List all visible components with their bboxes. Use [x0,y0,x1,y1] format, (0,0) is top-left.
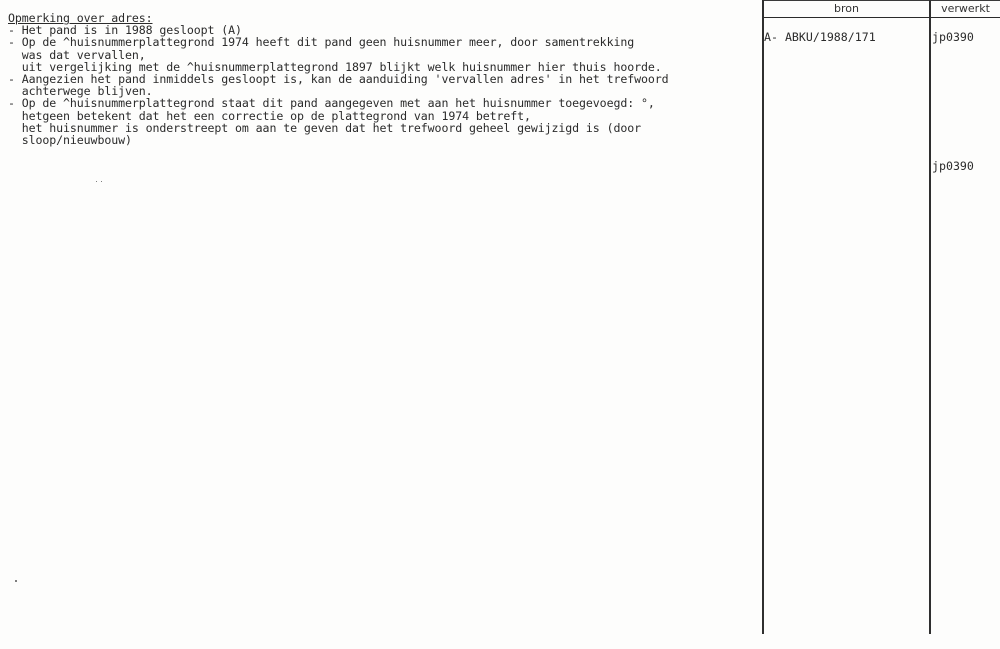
paper-speck [101,181,102,182]
remark-line: uit vergelijking met de ^huisnummerplattegrond 1897 blijkt welk huisnummer hier thuis hoorde. [8,59,662,74]
verwerkt-entry: jp0390 [932,159,974,173]
remark-line: sloop/nieuwbouw) [8,133,132,148]
verwerkt-entry: jp0390 [932,30,974,44]
address-remarks [8,12,748,146]
remark-line: achterwege blijven. [8,84,153,99]
paper-speck [15,580,17,582]
paper-speck [96,181,97,182]
header-bottom-rule [763,17,1000,18]
remark-line: - Aangezien het pand inmiddels gesloopt is, kan de aanduiding 'vervallen adres' in het trefwoord [8,72,669,87]
remark-line: hetgeen betekent dat het een correctie op de plattegrond van 1974 betreft, [8,108,531,123]
remark-line: het huisnummer is onderstreept om aan te geven dat het trefwoord geheel gewijzigd is (door [8,120,641,135]
bron-entry: A- ABKU/1988/171 [764,30,876,44]
column-divider-verwerkt [929,0,931,634]
remark-line: - Op de ^huisnummerplattegrond staat dit pand aangegeven met aan het huisnummer toegevoegd: °, [8,96,655,111]
column-divider-bron [762,0,764,634]
remark-line: was dat vervallen, [8,47,146,62]
remarks-title: Opmerking over adres: [8,11,153,25]
column-header-verwerkt: verwerkt [941,2,990,15]
remark-line: - Op de ^huisnummerplattegrond 1974 heeft dit pand geen huisnummer meer, door samentrekking [8,35,635,50]
remark-line: - Het pand is in 1988 gesloopt (A) [8,23,242,38]
column-header-bron: bron [834,2,859,15]
